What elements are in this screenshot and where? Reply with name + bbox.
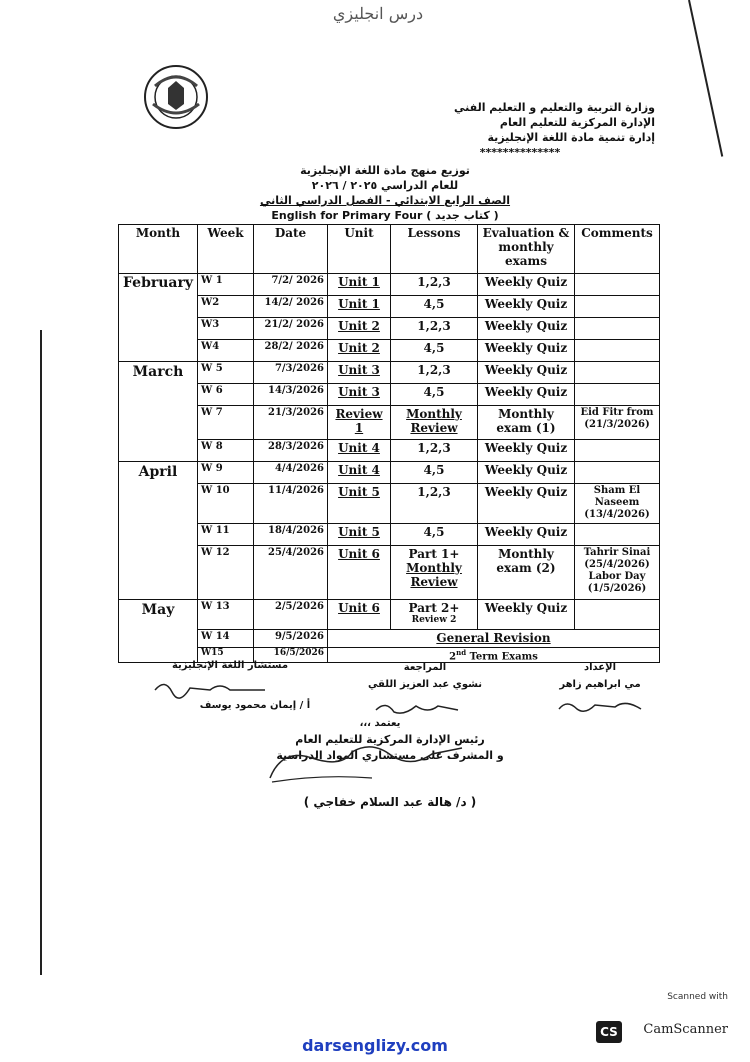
term-number: 2 [449,651,457,663]
date-cell: 28/2/ 2026 [254,340,328,362]
unit-cell [328,462,391,484]
date-cell: 7/2/ 2026 [254,274,328,296]
reviewer-name: نشوي عبد العزيز اللقي [367,679,483,690]
header-unit: Unit [328,225,391,274]
unit-label: Unit 1 [338,297,380,311]
comments-cell: Eid Fitr from (21/3/2026) [575,406,660,440]
title-line-3: الصف الرابع الابتدائي - الفصل الدراسي الثاني [259,194,511,207]
week-cell: W4 [198,340,254,362]
unit-label: Unit 4 [338,441,380,455]
header-lessons: Lessons [391,225,478,274]
lessons-cell: 1,2,3 [391,440,478,462]
header-evaluation: Evaluation & monthly exams [478,225,575,274]
site-logo-text: درس انجليزي [332,4,424,23]
term-exams-label: Term Exams [466,651,538,663]
schedule-table [118,224,660,663]
unit-label: Unit 6 [338,601,380,615]
unit-cell [328,406,391,440]
evaluation-cell: Weekly Quiz [478,484,575,524]
table-row [119,318,660,340]
month-march: March [119,362,198,462]
table-row [119,274,660,296]
evaluation-cell: Weekly Quiz [478,440,575,462]
table-row [119,484,660,524]
evaluation-cell: Weekly Quiz [478,600,575,630]
table-row [119,362,660,384]
advisor-title: مستشار اللغة الإنجليزية [171,660,289,671]
date-cell: 14/3/2026 [254,384,328,406]
advisor-name: أ / إيمان محمود يوسف [199,700,311,711]
week-cell: W 13 [198,600,254,630]
unit-cell [328,384,391,406]
table-header-row [119,225,660,274]
comments-cell [575,340,660,362]
table-row [119,462,660,484]
comments-cell [575,384,660,406]
approval-label: يعتمد ،،، [359,718,401,729]
comments-cell: Sham El Naseem (13/4/2026) [575,484,660,524]
reviewer-signature-scribble [372,698,462,718]
evaluation-cell: Weekly Quiz [478,462,575,484]
table-row [119,384,660,406]
evaluation-cell: Weekly Quiz [478,362,575,384]
date-cell: 28/3/2026 [254,440,328,462]
lessons-cell: 1,2,3 [391,318,478,340]
signature-advisor [150,660,310,671]
table-row [119,630,660,648]
lessons-part: Part 2+ [408,601,460,615]
header-week: Week [198,225,254,274]
scan-edge-line [40,330,42,975]
unit-label: Unit 3 [338,363,380,377]
unit-label: Unit 6 [338,547,380,561]
reviewer-title: المراجعة [403,662,447,673]
unit-cell [328,296,391,318]
ministry-seal [143,64,209,130]
title-english: English for Primary Four [271,209,423,222]
week-cell: W3 [198,318,254,340]
date-cell: 7/3/2026 [254,362,328,384]
table-row [119,546,660,600]
date-cell: 21/3/2026 [254,406,328,440]
month-may: May [119,600,198,663]
week-cell: W 9 [198,462,254,484]
lessons-cell: 4,5 [391,296,478,318]
title-arabic-note: ( كتاب جديد ) [426,209,499,222]
header-date: Date [254,225,328,274]
unit-label: Review 1 [335,407,383,435]
date-cell: 16/5/2026 [254,648,328,663]
table-row [119,440,660,462]
week-cell: W 7 [198,406,254,440]
table-row [119,296,660,318]
ministry-line: وزارة التربية والتعليم و التعليم الفني [454,101,655,114]
document-titles [200,163,570,223]
evaluation-cell: Weekly Quiz [478,524,575,546]
date-cell: 4/4/2026 [254,462,328,484]
head-line-2: و المشرف على مستشاري المواد الدراسية [276,749,504,762]
evaluation-cell: Weekly Quiz [478,384,575,406]
prepared-title: الإعداد [583,662,617,673]
unit-label: Unit 5 [338,525,380,539]
week-cell: W 14 [198,630,254,648]
lessons-cell: 1,2,3 [391,274,478,296]
week-cell: W2 [198,296,254,318]
table-row [119,340,660,362]
date-cell: 2/5/2026 [254,600,328,630]
footer-website: darsenglizy.com [302,1036,448,1055]
week-cell: W 10 [198,484,254,524]
unit-label: Unit 1 [338,275,380,289]
head-name: ( د/ هالة عبد السلام خفاجي ) [303,795,477,809]
evaluation-cell: Weekly Quiz [478,296,575,318]
head-signature-scribble [262,738,472,788]
week-cell: W 5 [198,362,254,384]
comments-cell [575,462,660,484]
lessons-cell [391,546,478,600]
lessons-review: Review 2 [411,615,457,625]
scanned-with-label: Scanned with [667,992,728,1002]
unit-cell [328,600,391,630]
site-logo [323,4,433,32]
header-comments: Comments [575,225,660,274]
month-april: April [119,462,198,600]
lessons-part: Part 1+ [408,547,460,561]
date-cell: 11/4/2026 [254,484,328,524]
signature-prepared [540,662,660,690]
lessons-cell [391,600,478,630]
table-row [119,406,660,440]
evaluation-cell: Weekly Quiz [478,318,575,340]
lessons-cell: 1,2,3 [391,484,478,524]
week-cell: W 1 [198,274,254,296]
comments-cell [575,318,660,340]
signature-reviewer [350,662,500,690]
lessons-cell: 4,5 [391,524,478,546]
title-line-2: للعام الدراسي ٢٠٢٥ / ٢٠٢٦ [311,179,459,192]
lessons-cell: Monthly Review [391,406,478,440]
unit-cell [328,484,391,524]
unit-cell [328,340,391,362]
header-month: Month [119,225,198,274]
title-line-1: توزيع منهج مادة اللغة الإنجليزية [300,164,470,177]
unit-label: Unit 3 [338,385,380,399]
week-cell: W 6 [198,384,254,406]
comments-cell [575,440,660,462]
lessons-cell: 1,2,3 [391,362,478,384]
comments-cell: Tahrir Sinai (25/4/2026) Labor Day (1/5/2026) [575,546,660,600]
ministry-stars: ************** [479,146,561,159]
camscanner-brand: CamScanner [643,1022,728,1037]
scan-edge-line [688,0,723,157]
evaluation-cell: Monthly exam (1) [478,406,575,440]
comments-cell [575,296,660,318]
unit-cell [328,546,391,600]
unit-label: Unit 2 [338,341,380,355]
camscanner-logo-icon: CS [596,1021,622,1043]
unit-cell [328,274,391,296]
date-cell: 18/4/2026 [254,524,328,546]
week-cell: W 12 [198,546,254,600]
unit-cell [328,318,391,340]
table-row [119,600,660,630]
lessons-review: Monthly Review [406,561,462,589]
comments-cell [575,274,660,296]
head-line-1: رئيس الإدارة المركزية للتعليم العام [295,733,485,746]
evaluation-cell: Weekly Quiz [478,340,575,362]
general-revision-cell: General Revision [328,630,660,648]
ministry-header [425,100,655,160]
term-exams-cell [328,648,660,663]
lessons-cell: 4,5 [391,340,478,362]
date-cell: 9/5/2026 [254,630,328,648]
table-row [119,524,660,546]
ministry-line: إدارة تنمية مادة اللغة الإنجليزية [487,131,655,144]
evaluation-cell: Monthly exam (2) [478,546,575,600]
month-february: February [119,274,198,362]
prepared-signature-scribble [555,695,645,717]
unit-label: Unit 4 [338,463,380,477]
date-cell: 14/2/ 2026 [254,296,328,318]
comments-cell [575,600,660,630]
unit-label: Unit 2 [338,319,380,333]
title-line-4 [200,208,570,223]
date-cell: 25/4/2026 [254,546,328,600]
unit-cell [328,440,391,462]
term-suffix: nd [456,648,467,657]
week-cell: W15 [198,648,254,663]
lessons-cell: 4,5 [391,462,478,484]
advisor-signature-scribble [150,676,270,700]
lessons-cell: 4,5 [391,384,478,406]
comments-cell [575,524,660,546]
prepared-name: مي ابراهيم زاهر [559,679,641,690]
week-cell: W 11 [198,524,254,546]
unit-cell [328,362,391,384]
ministry-line: الإدارة المركزية للتعليم العام [499,116,655,129]
evaluation-cell: Weekly Quiz [478,274,575,296]
date-cell: 21/2/ 2026 [254,318,328,340]
comments-cell [575,362,660,384]
unit-cell [328,524,391,546]
week-cell: W 8 [198,440,254,462]
unit-label: Unit 5 [338,485,380,499]
